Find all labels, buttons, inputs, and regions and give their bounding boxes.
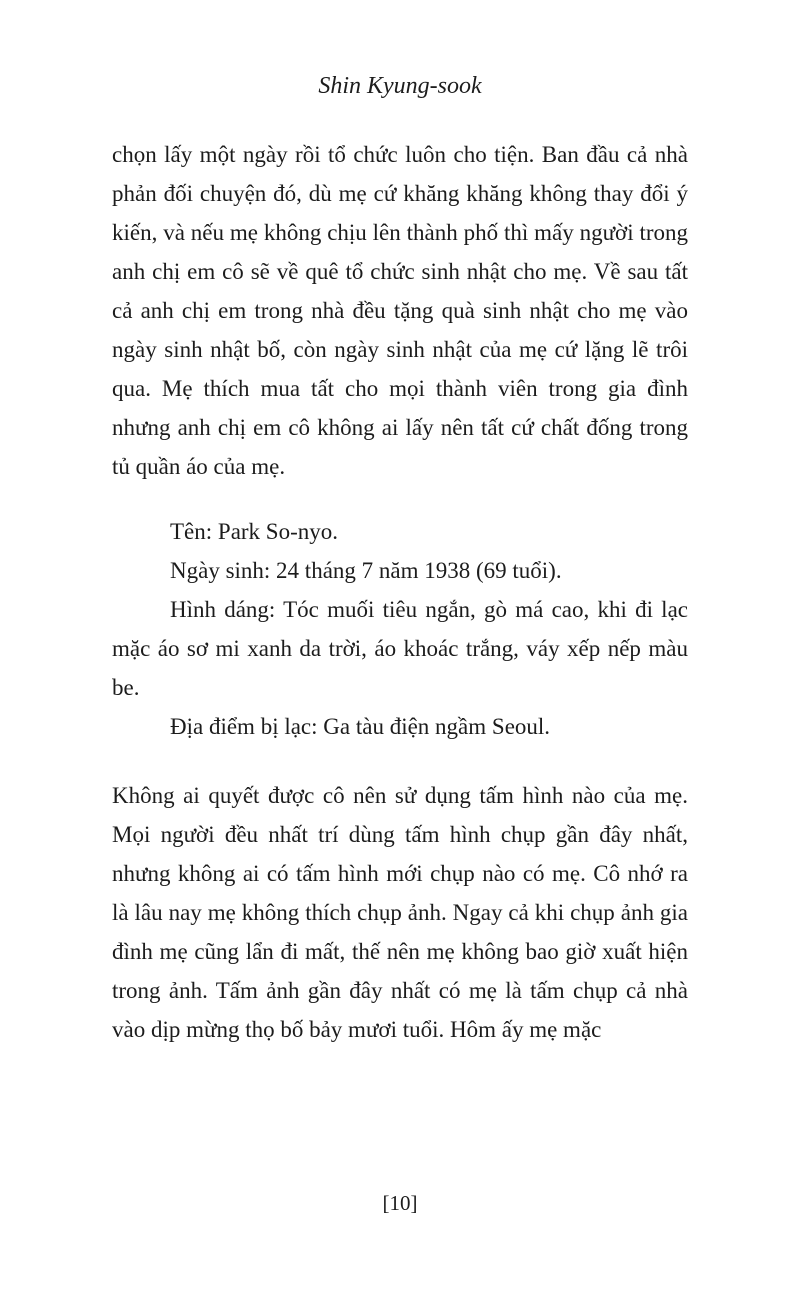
body-paragraph-2: Không ai quyết được cô nên sử dụng tấm hình nào của mẹ. Mọi người đều nhất trí dùng tấm hình chụp gần đây nhất, nhưng không ai có tấm hình mới chụp nào có mẹ. Cô nhớ ra là lâu nay mẹ không thích chụp ảnh. Ngay cả khi chụp ảnh gia đình mẹ cũng lẩn đi mất, thế nên mẹ không bao giờ xuất hiện trong ảnh. Tấm ảnh gần đây nhất có mẹ là tấm chụp cả nhà vào dịp mừng thọ bố bảy mươi tuổi. Hôm ấy mẹ mặc xyxy=(112,782,688,1042)
missing-person-details xyxy=(112,512,688,746)
detail-line-birthdate: Ngày sinh: 24 tháng 7 năm 1938 (69 tuổi). xyxy=(170,557,562,583)
body-paragraph-1: chọn lấy một ngày rồi tổ chức luôn cho tiện. Ban đầu cả nhà phản đối chuyện đó, dù mẹ cứ khăng khăng không thay đổi ý kiến, và nếu mẹ không chịu lên thành phố thì mấy người trong anh chị em cô sẽ về quê tổ chức sinh nhật cho mẹ. Về sau tất cả anh chị em trong nhà đều tặng quà sinh nhật cho mẹ vào ngày sinh nhật bố, còn ngày sinh nhật của mẹ cứ lặng lẽ trôi qua. Mẹ thích mua tất cho mọi thành viên trong gia đình nhưng anh chị em cô không ai lấy nên tất cứ chất đống trong tủ quần áo của mẹ. xyxy=(112,141,688,479)
running-head-author: Shin Kyung-sook xyxy=(318,73,482,99)
detail-line-name: Tên: Park So-nyo. xyxy=(170,518,339,544)
page-number: [10] xyxy=(382,1191,418,1215)
detail-line-location: Địa điểm bị lạc: Ga tàu điện ngầm Seoul. xyxy=(170,713,551,739)
detail-line-appearance: Hình dáng: Tóc muối tiêu ngắn, gò má cao, khi đi lạc mặc áo sơ mi xanh da trời, áo khoác trắng, váy xếp nếp màu be. xyxy=(112,596,688,700)
